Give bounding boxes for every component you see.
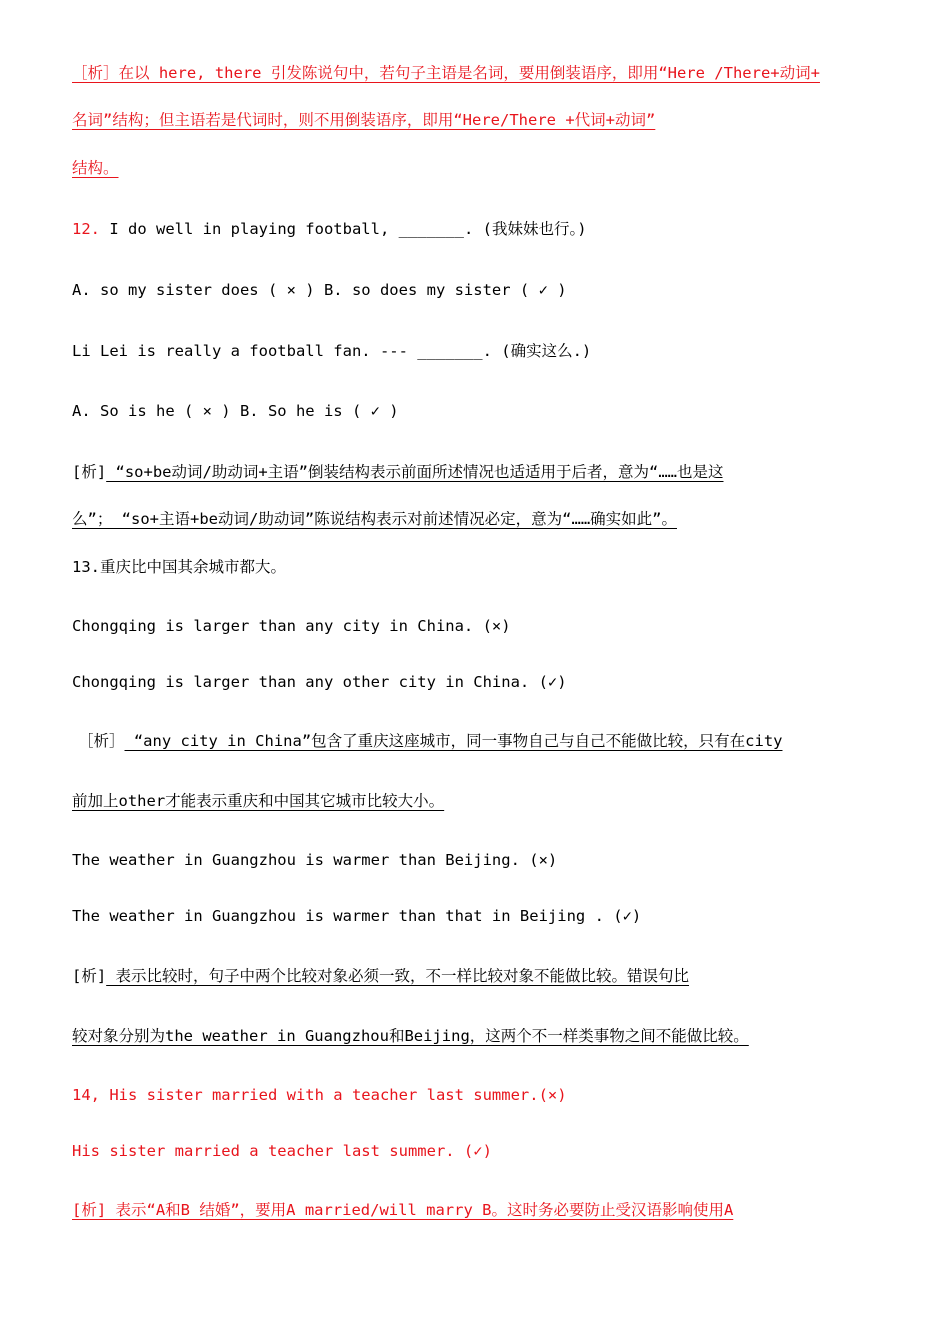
analysis-13-line-1	[78, 730, 782, 752]
question-13: 13.重庆比中国其余城市都大。	[72, 558, 286, 576]
analysis-14-line-1: [析] 表示“A和B 结婚”，要用A married/will marry B。这时务必要防止受汉语影响使用A	[72, 1201, 734, 1219]
analysis-weather-tag: [析]	[72, 967, 107, 985]
analysis-13-line-2: 前加上other才能表示重庆和中国其它城市比较大小。	[72, 792, 445, 810]
example-weather-right: The weather in Guangzhou is warmer than that in Beijing . (✓)	[72, 907, 642, 925]
question-14-right: His sister married a teacher last summer. (✓)	[72, 1142, 492, 1160]
analysis-weather-line-2: 较对象分别为the weather in Guangzhou和Beijing，这两个不一样类事物之间不能做比较。	[72, 1027, 749, 1045]
analysis-weather-text: 表示比较时，句子中两个比较对象必须一致，不一样比较对象不能做比较。错误句比	[106, 967, 690, 985]
question-12-options: A. so my sister does ( × ) B. so does my sister ( ✓ )	[72, 281, 567, 299]
question-14-wrong: 14, His sister married with a teacher last summer.(×)	[72, 1086, 567, 1104]
analysis-12-line-1	[72, 461, 724, 483]
question-12-number: 12.	[72, 220, 100, 238]
analysis-weather-line-1	[72, 965, 689, 987]
question-12-body: I do well in playing football, _______. (我妹妹也行。)	[109, 220, 587, 238]
analysis-11-line-2: 名词”结构；但主语若是代词时，则不用倒装语序，即用“Here/There +代词+动词”	[72, 111, 656, 129]
question-12b: Li Lei is really a football fan. --- _______. (确实这么.)	[72, 342, 592, 360]
analysis-13-tag: ［析］	[78, 732, 125, 750]
analysis-12-line-2: 么”； “so+主语+be动词/助动词”陈说结构表示对前述情况必定，意为“……确实如此”。	[72, 510, 677, 528]
question-12b-options: A. So is he ( × ) B. So he is ( ✓ )	[72, 402, 399, 420]
analysis-13-text: “any city in China”包含了重庆这座城市，同一事物自己与自己不能做比较，只有在city	[124, 732, 783, 750]
question-12	[72, 218, 587, 240]
question-13-right: Chongqing is larger than any other city in China. (✓)	[72, 673, 567, 691]
analysis-12-tag: [析]	[72, 463, 107, 481]
analysis-12-text: “so+be动词/助动词+主语”倒装结构表示前面所述情况也适适用于后者，意为“……也是这	[106, 463, 724, 481]
example-weather-wrong: The weather in Guangzhou is warmer than Beijing. (×)	[72, 851, 558, 869]
analysis-11-line-3: 结构。	[72, 159, 119, 177]
question-13-wrong: Chongqing is larger than any city in China. (×)	[72, 617, 511, 635]
analysis-11-line-1: ［析］在以 here, there 引发陈说句中，若句子主语是名词，要用倒装语序，即用“Here /There+动词+	[72, 64, 820, 82]
